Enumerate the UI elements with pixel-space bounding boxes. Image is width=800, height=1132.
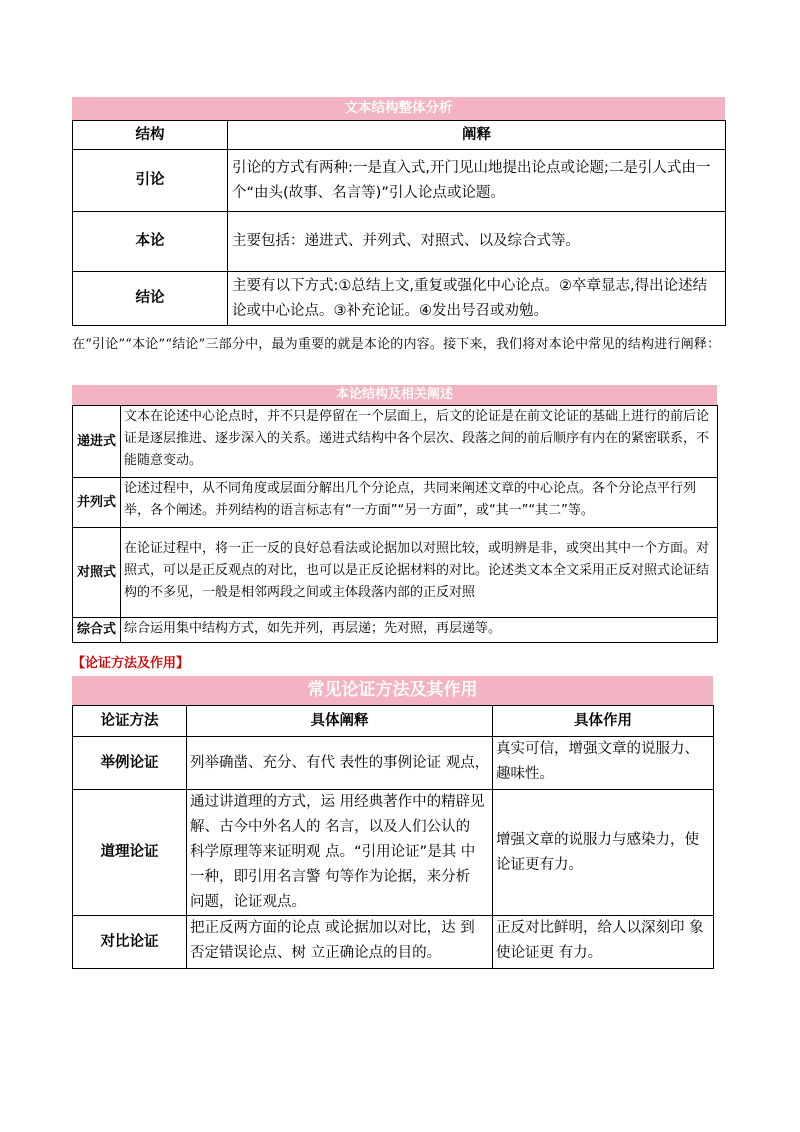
structure-analysis-table (72, 120, 726, 326)
table-row (73, 916, 714, 969)
row-label-conclusion: 结论 (73, 272, 228, 326)
row-label-example-argument: 举例论证 (73, 737, 187, 790)
table-row (73, 528, 718, 618)
row-text-introduction: 引论的方式有两种:一是直入式,开门见山地提出论点或论题;二是引人式由一个“由头(故事、名言等)”引人论点或论题。 (228, 150, 726, 212)
table-row (73, 150, 726, 212)
row-label-contrast: 对照式 (73, 528, 121, 618)
column-header-explanation: 阐释 (228, 121, 726, 150)
argument-methods-banner: 常见论证方法及其作用 (72, 676, 713, 705)
row-effect-example-argument: 真实可信，增强文章的说服力、趣味性。 (493, 737, 714, 790)
table-row (73, 618, 718, 643)
row-text-conclusion: 主要有以下方式:①总结上文,重复或强化中心论点。②卒章显志,得出论述结论或中心论点。③补充论证。④发出号召或劝勉。 (228, 272, 726, 326)
table-row (73, 737, 714, 790)
table-row (73, 478, 718, 528)
row-label-body: 本论 (73, 212, 228, 272)
row-label-reasoning-argument: 道理论证 (73, 790, 187, 916)
argument-methods-heading: 【论证方法及作用】 (72, 656, 190, 671)
table-header-row (73, 121, 726, 150)
row-explain-example-argument: 列举确凿、充分、有代 表性的事例论证 观点， (187, 737, 493, 790)
row-effect-contrast-argument: 正反对比鲜明，给人以深刻印 象使论证更 有力。 (493, 916, 714, 969)
row-label-introduction: 引论 (73, 150, 228, 212)
column-header-effect: 具体作用 (493, 706, 714, 737)
row-label-parallel: 并列式 (73, 478, 121, 528)
row-label-comprehensive: 综合式 (73, 618, 121, 643)
argument-methods-table (72, 705, 714, 969)
row-text-body: 主要包括：递进式、并列式、对照式、以及综合式等。 (228, 212, 726, 272)
body-structure-table (72, 405, 718, 643)
row-text-parallel: 论述过程中，从不同角度或层面分解出几个分论点，共同来阐述文章的中心论点。各个分论点平行列举，各个阐述。并列结构的语言标志有“一方面”“另一方面”，或“其一”“其二”等。 (121, 478, 718, 528)
table-header-row (73, 706, 714, 737)
row-effect-reasoning-argument: 增强文章的说服力与感染力，使论证更有力。 (493, 790, 714, 916)
column-header-method: 论证方法 (73, 706, 187, 737)
row-label-contrast-argument: 对比论证 (73, 916, 187, 969)
column-header-explanation: 具体阐释 (187, 706, 493, 737)
row-text-progressive: 文本在论述中心论点时，并不只是停留在一个层面上，后文的论证是在前文论证的基础上进行的前后论证是逐层推进、逐步深入的关系。递进式结构中各个层次、段落之间的前后顺序有内在的紧密联系，不能随意变动。 (121, 406, 718, 478)
table-row (73, 212, 726, 272)
row-text-comprehensive: 综合运用集中结构方式，如先并列，再层递；先对照，再层递等。 (121, 618, 718, 643)
row-explain-reasoning-argument: 通过讲道理的方式，运 用经典著作中的精辟见解、古今中外名人的 名言，以及人们公认的 科学原理等来证明观 点。“引用论证”是其 中一种，即引用名言警 句等作为论据，来分析 问题，论证观点。 (187, 790, 493, 916)
row-text-contrast: 在论证过程中，将一正一反的良好总看法或论据加以对照比较，或明辨是非，或突出其中一个方面。对照式，可以是正反观点的对比，也可以是正反论据材料的对比。论述类文本全文采用正反对照式论证结构的不多见，一般是相邻两段之间或主体段落内部的正反对照 (121, 528, 718, 618)
table-row (73, 272, 726, 326)
body-structure-banner: 本论结构及相关阐述 (72, 385, 717, 405)
table-row (73, 790, 714, 916)
row-explain-contrast-argument: 把正反两方面的论点 或论据加以对比，达 到否定错误论点、树 立正确论点的目的。 (187, 916, 493, 969)
structure-analysis-banner: 文本结构整体分析 (72, 97, 725, 120)
intro-paragraph: 在“引论”“本论”“结论”三部分中，最为重要的就是本论的内容。接下来，我们将对本论中常见的结构进行阐释： (72, 337, 721, 352)
row-label-progressive: 递进式 (73, 406, 121, 478)
table-row (73, 406, 718, 478)
column-header-structure: 结构 (73, 121, 228, 150)
